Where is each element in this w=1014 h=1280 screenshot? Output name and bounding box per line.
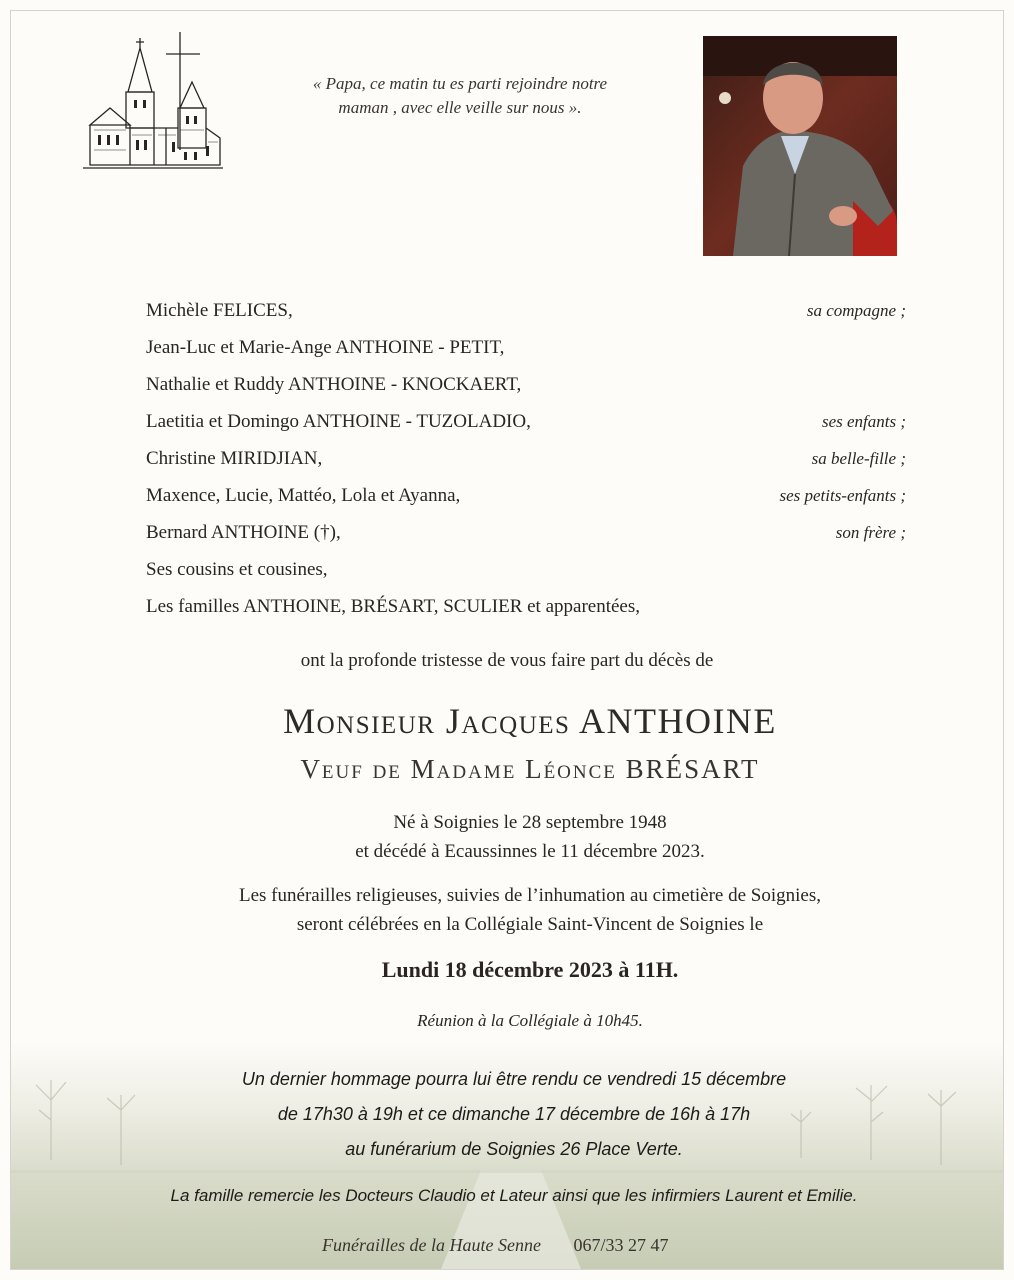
funeral-home-name: Funérailles de la Haute Senne (322, 1235, 541, 1255)
epigraph-quote (250, 72, 670, 120)
family-names: Jean-Luc et Marie-Ange ANTHOINE - PETIT, (146, 337, 505, 358)
family-row (146, 411, 906, 448)
family-row (146, 522, 906, 559)
portrait-photo (703, 36, 897, 256)
homage-line-1: Un dernier hommage pourra lui être rendu ce vendredi 15 décembre (241, 1069, 787, 1089)
family-row (146, 448, 906, 485)
family-names: Christine MIRIDJIAN, (146, 448, 323, 469)
family-names: Michèle FELICES, (146, 300, 293, 321)
death-line: et décédé à Ecaussinnes le 11 décembre 2023. (355, 841, 705, 862)
family-names: Ses cousins et cousines, (146, 559, 328, 580)
church-icon (80, 30, 225, 175)
family-row (146, 596, 906, 633)
homage-details (0, 1062, 1014, 1167)
funeral-home-phone: 067/33 27 47 (573, 1235, 669, 1255)
family-relation: sa compagne ; (806, 301, 906, 320)
meeting-time: Réunion à la Collégiale à 10h45. (417, 1011, 643, 1030)
family-row (146, 300, 906, 337)
family-relation: sa belle-fille ; (811, 449, 906, 468)
family-row (146, 337, 906, 374)
family-names: Maxence, Lucie, Mattéo, Lola et Ayanna, (146, 485, 461, 506)
funeral-details (0, 881, 1014, 939)
funeral-datetime: Lundi 18 décembre 2023 à 11H. (381, 957, 679, 982)
widow-of-line: Veuf de Madame Léonce BRÉSART (300, 754, 760, 784)
family-row (146, 485, 906, 522)
quote-line-2: maman , avec elle veille sur nous ». (338, 98, 582, 117)
homage-line-3: au funérarium de Soignies 26 Place Verte. (345, 1139, 683, 1159)
funeral-line-1: Les funérailles religieuses, suivies de l’inhumation au cimetière de Soignies, (239, 885, 821, 906)
family-names: Laetitia et Domingo ANTHOINE - TUZOLADIO, (146, 411, 531, 432)
footer (322, 1235, 668, 1256)
birth-death-dates (0, 808, 1014, 866)
family-relation: son frère ; (835, 523, 906, 542)
homage-line-2: de 17h30 à 19h et ce dimanche 17 décembre de 16h à 17h (277, 1104, 751, 1124)
family-names: Nathalie et Ruddy ANTHOINE - KNOCKAERT, (146, 374, 522, 395)
funeral-line-2: seront célébrées en la Collégiale Saint-Vincent de Soignies le (296, 914, 764, 935)
family-names: Les familles ANTHOINE, BRÉSART, SCULIER et apparentées, (146, 596, 640, 617)
quote-line-1: « Papa, ce matin tu es parti rejoindre notre (312, 74, 608, 93)
family-row (146, 374, 906, 411)
family-names: Bernard ANTHOINE (†), (146, 522, 341, 543)
family-relation: ses enfants ; (821, 412, 906, 431)
family-list (146, 300, 906, 633)
deceased-name: Monsieur Jacques ANTHOINE (283, 701, 777, 741)
birth-line: Né à Soignies le 28 septembre 1948 (393, 812, 667, 833)
announcement-text: ont la profonde tristesse de vous faire part du décès de (300, 650, 714, 671)
thanks-text: La famille remercie les Docteurs Claudio et Lateur ainsi que les infirmiers Laurent et Emilie. (170, 1186, 858, 1205)
family-relation: ses petits-enfants ; (779, 486, 906, 505)
family-row (146, 559, 906, 596)
